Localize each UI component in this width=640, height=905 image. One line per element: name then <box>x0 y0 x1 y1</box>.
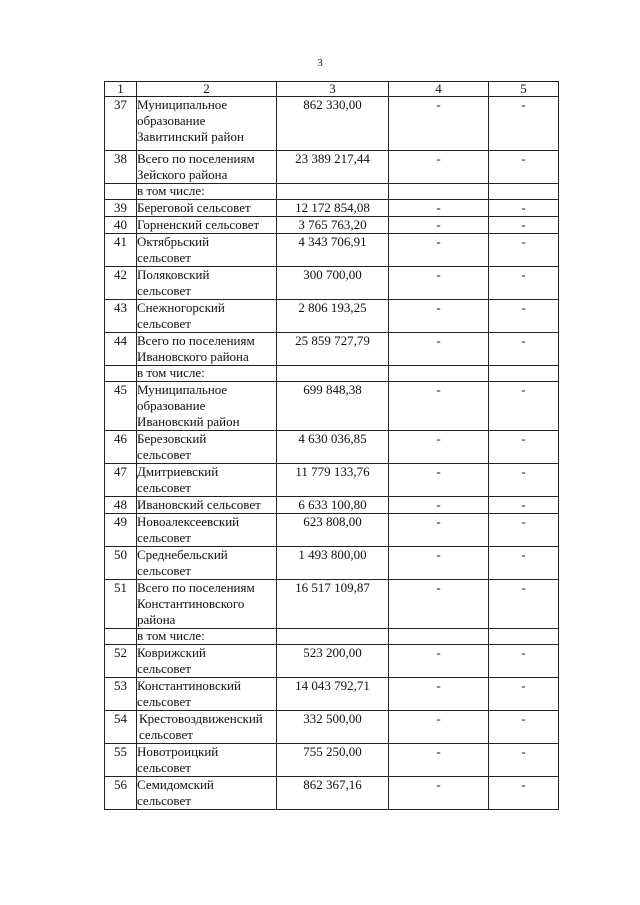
row-number: 55 <box>105 744 137 777</box>
amount-cell: 11 779 133,76 <box>277 464 389 497</box>
amount-cell: 25 859 727,79 <box>277 333 389 366</box>
settlement-name: Коврижский сельсовет <box>137 645 277 678</box>
column-5-value: - <box>489 200 559 217</box>
settlement-name: Новоалексеевский сельсовет <box>137 514 277 547</box>
settlement-name: Всего по поселениям Ивановского района <box>137 333 277 366</box>
table-row <box>105 151 559 184</box>
settlement-name: Новотроицкий сельсовет <box>137 744 277 777</box>
table-row <box>105 514 559 547</box>
table-row <box>105 431 559 464</box>
row-number: 37 <box>105 97 137 151</box>
table-row <box>105 234 559 267</box>
settlement-name: Всего по поселениям Константиновского района <box>137 580 277 629</box>
row-number: 48 <box>105 497 137 514</box>
empty-cell <box>489 366 559 382</box>
column-5-value: - <box>489 464 559 497</box>
settlement-name: Снежногорский сельсовет <box>137 300 277 333</box>
column-4-value: - <box>389 580 489 629</box>
header-col-4: 4 <box>389 82 489 97</box>
column-5-value: - <box>489 300 559 333</box>
amount-cell: 1 493 800,00 <box>277 547 389 580</box>
column-5-value: - <box>489 514 559 547</box>
settlement-name: Константиновский сельсовет <box>137 678 277 711</box>
empty-cell <box>277 629 389 645</box>
header-col-2: 2 <box>137 82 277 97</box>
column-4-value: - <box>389 97 489 151</box>
amount-cell: 2 806 193,25 <box>277 300 389 333</box>
row-number: 39 <box>105 200 137 217</box>
note-cell: в том числе: <box>137 629 277 645</box>
amount-cell: 623 808,00 <box>277 514 389 547</box>
column-4-value: - <box>389 711 489 744</box>
table-row <box>105 547 559 580</box>
amount-cell: 14 043 792,71 <box>277 678 389 711</box>
row-number: 47 <box>105 464 137 497</box>
settlement-name: Среднебельский сельсовет <box>137 547 277 580</box>
column-5-value: - <box>489 217 559 234</box>
row-number: 40 <box>105 217 137 234</box>
column-4-value: - <box>389 464 489 497</box>
settlement-name: Октябрьский сельсовет <box>137 234 277 267</box>
column-5-value: - <box>489 678 559 711</box>
amount-cell: 862 330,00 <box>277 97 389 151</box>
row-number: 49 <box>105 514 137 547</box>
row-number: 53 <box>105 678 137 711</box>
settlement-name: Горненский сельсовет <box>137 217 277 234</box>
column-5-value: - <box>489 547 559 580</box>
empty-cell <box>389 184 489 200</box>
amount-cell: 699 848,38 <box>277 382 389 431</box>
empty-cell <box>389 366 489 382</box>
table-row <box>105 678 559 711</box>
table-row <box>105 267 559 300</box>
column-4-value: - <box>389 333 489 366</box>
empty-cell <box>489 184 559 200</box>
empty-cell <box>489 629 559 645</box>
column-5-value: - <box>489 382 559 431</box>
amount-cell: 332 500,00 <box>277 711 389 744</box>
row-number: 50 <box>105 547 137 580</box>
header-col-1: 1 <box>105 82 137 97</box>
settlement-name: Дмитриевский сельсовет <box>137 464 277 497</box>
table-row <box>105 300 559 333</box>
table-row <box>105 580 559 629</box>
row-number-empty <box>105 366 137 382</box>
table-row <box>105 645 559 678</box>
column-4-value: - <box>389 744 489 777</box>
column-4-value: - <box>389 382 489 431</box>
amount-cell: 6 633 100,80 <box>277 497 389 514</box>
table-row <box>105 200 559 217</box>
subtotal-note-row <box>105 629 559 645</box>
column-4-value: - <box>389 777 489 810</box>
column-4-value: - <box>389 217 489 234</box>
table-row <box>105 497 559 514</box>
table-row <box>105 217 559 234</box>
amount-cell: 300 700,00 <box>277 267 389 300</box>
row-number: 45 <box>105 382 137 431</box>
header-col-3: 3 <box>277 82 389 97</box>
column-5-value: - <box>489 97 559 151</box>
settlement-name: Крестовоздвиженский сельсовет <box>137 711 277 744</box>
settlement-name: Ивановский сельсовет <box>137 497 277 514</box>
settlement-name: Муниципальное образование Ивановский район <box>137 382 277 431</box>
row-number: 43 <box>105 300 137 333</box>
amount-cell: 23 389 217,44 <box>277 151 389 184</box>
settlement-name: Березовский сельсовет <box>137 431 277 464</box>
column-4-value: - <box>389 514 489 547</box>
table-row <box>105 777 559 810</box>
column-4-value: - <box>389 267 489 300</box>
page-number: 3 <box>317 57 323 69</box>
row-number: 38 <box>105 151 137 184</box>
subtotal-note-row <box>105 366 559 382</box>
amount-cell: 523 200,00 <box>277 645 389 678</box>
row-number-empty <box>105 629 137 645</box>
settlements-table <box>104 81 559 810</box>
row-number: 46 <box>105 431 137 464</box>
table-body <box>105 97 559 810</box>
column-4-value: - <box>389 547 489 580</box>
column-5-value: - <box>489 151 559 184</box>
row-number: 54 <box>105 711 137 744</box>
column-5-value: - <box>489 431 559 464</box>
column-5-value: - <box>489 580 559 629</box>
row-number: 56 <box>105 777 137 810</box>
settlement-name: Муниципальное образование Завитинский район <box>137 97 277 151</box>
amount-cell: 755 250,00 <box>277 744 389 777</box>
settlement-name: Семидомский сельсовет <box>137 777 277 810</box>
amount-cell: 862 367,16 <box>277 777 389 810</box>
column-4-value: - <box>389 497 489 514</box>
column-4-value: - <box>389 151 489 184</box>
header-row <box>105 82 559 97</box>
amount-cell: 4 343 706,91 <box>277 234 389 267</box>
note-cell: в том числе: <box>137 366 277 382</box>
column-5-value: - <box>489 777 559 810</box>
empty-cell <box>277 184 389 200</box>
empty-cell <box>389 629 489 645</box>
header-col-5: 5 <box>489 82 559 97</box>
amount-cell: 12 172 854,08 <box>277 200 389 217</box>
column-4-value: - <box>389 678 489 711</box>
column-5-value: - <box>489 744 559 777</box>
column-4-value: - <box>389 431 489 464</box>
column-5-value: - <box>489 333 559 366</box>
row-number: 52 <box>105 645 137 678</box>
column-5-value: - <box>489 711 559 744</box>
settlement-name: Береговой сельсовет <box>137 200 277 217</box>
table-row <box>105 333 559 366</box>
column-5-value: - <box>489 234 559 267</box>
column-4-value: - <box>389 234 489 267</box>
column-4-value: - <box>389 645 489 678</box>
settlement-name: Всего по поселениям Зейского района <box>137 151 277 184</box>
amount-cell: 3 765 763,20 <box>277 217 389 234</box>
column-5-value: - <box>489 645 559 678</box>
note-cell: в том числе: <box>137 184 277 200</box>
settlement-name: Поляковский сельсовет <box>137 267 277 300</box>
row-number-empty <box>105 184 137 200</box>
amount-cell: 4 630 036,85 <box>277 431 389 464</box>
table-header <box>105 82 559 97</box>
row-number: 41 <box>105 234 137 267</box>
table-row <box>105 382 559 431</box>
table-row <box>105 711 559 744</box>
column-4-value: - <box>389 200 489 217</box>
row-number: 42 <box>105 267 137 300</box>
empty-cell <box>277 366 389 382</box>
table-row <box>105 744 559 777</box>
subtotal-note-row <box>105 184 559 200</box>
column-5-value: - <box>489 497 559 514</box>
amount-cell: 16 517 109,87 <box>277 580 389 629</box>
row-number: 51 <box>105 580 137 629</box>
table-row <box>105 464 559 497</box>
table-row <box>105 97 559 151</box>
row-number: 44 <box>105 333 137 366</box>
column-5-value: - <box>489 267 559 300</box>
column-4-value: - <box>389 300 489 333</box>
